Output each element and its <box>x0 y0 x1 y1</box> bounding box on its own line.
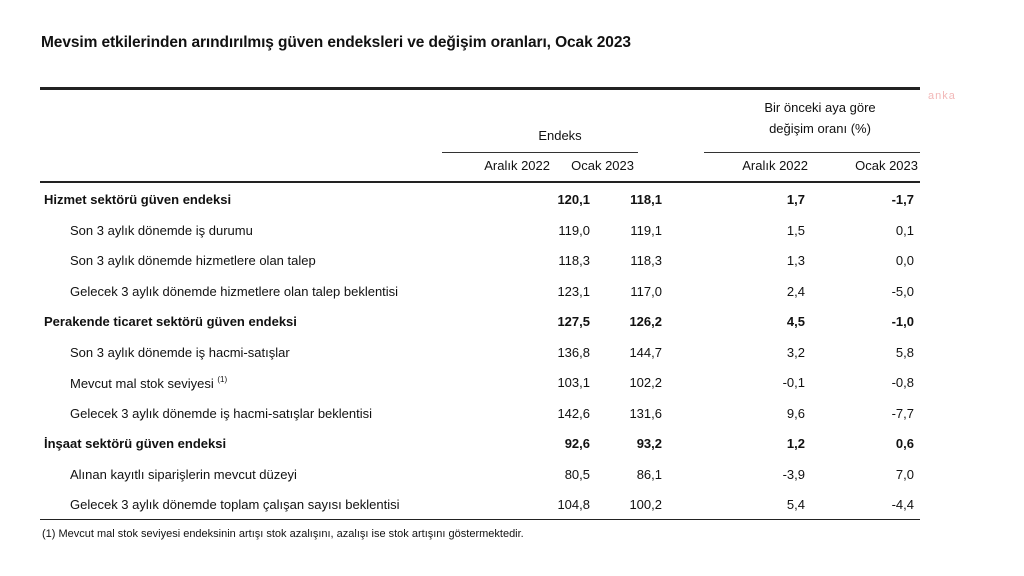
top-rule <box>40 87 920 90</box>
cell-jan2023-change: 0,6 <box>895 436 914 451</box>
row-label: Son 3 aylık dönemde iş hacmi-satışlar <box>70 344 290 360</box>
header-group-change-line1: Bir önceki aya göre <box>764 100 876 115</box>
table-row <box>40 185 920 216</box>
cell-dec2022-change: 9,6 <box>786 405 805 421</box>
header-group-change <box>720 97 920 139</box>
cell-jan2023-index: 100,2 <box>629 497 662 512</box>
bottom-rule <box>40 519 920 520</box>
cell-dec2022-index: 119,0 <box>558 222 590 238</box>
header-group-underline-change <box>704 152 920 153</box>
table-row <box>40 429 920 460</box>
row-label: Alınan kayıtlı siparişlerin mevcut düzeyi <box>70 466 297 482</box>
cell-jan2023-change: 0,0 <box>895 253 914 268</box>
header-group-change-line2: değişim oranı (%) <box>769 121 871 136</box>
cell-dec2022-index: 127,5 <box>557 314 590 329</box>
cell-dec2022-change: 3,2 <box>786 344 805 360</box>
cell-dec2022-change: 1,3 <box>786 253 805 268</box>
cell-dec2022-index: 123,1 <box>557 283 590 299</box>
cell-dec2022-index: 80,5 <box>564 466 590 482</box>
table-title: Mevsim etkilerinden arındırılmış güven endeksleri ve değişim oranları, Ocak 2023 <box>41 34 631 51</box>
cell-jan2023-change: -1,0 <box>891 314 914 329</box>
cell-jan2023-index: 118,1 <box>630 192 662 207</box>
cell-dec2022-change: -0,1 <box>782 375 805 390</box>
cell-jan2023-change: 0,1 <box>895 222 914 238</box>
header-rule <box>40 181 920 183</box>
cell-dec2022-change: -3,9 <box>782 466 805 482</box>
row-label: Son 3 aylık dönemde hizmetlere olan talep <box>70 253 316 268</box>
cell-jan2023-index: 144,7 <box>629 344 662 360</box>
cell-dec2022-index: 118,3 <box>558 253 590 268</box>
watermark-logo: anka <box>928 90 956 102</box>
footnote-marker: (1) <box>217 375 228 384</box>
table-row <box>40 307 920 338</box>
row-label <box>70 375 227 391</box>
cell-dec2022-change: 1,7 <box>786 192 805 207</box>
row-label: İnşaat sektörü güven endeksi <box>44 436 227 451</box>
table-row <box>40 460 920 491</box>
header-group-index: Endeks <box>538 128 582 143</box>
cell-dec2022-index: 104,8 <box>557 497 590 512</box>
cell-jan2023-change: 7,0 <box>895 466 914 482</box>
row-label: Son 3 aylık dönemde iş durumu <box>70 222 253 238</box>
cell-jan2023-change: -5,0 <box>891 283 914 299</box>
row-label: Gelecek 3 aylık dönemde hizmetlere olan talep beklentisi <box>70 283 399 299</box>
table-row <box>40 216 920 247</box>
table-row <box>40 490 920 521</box>
cell-dec2022-change: 2,4 <box>786 283 805 299</box>
cell-jan2023-index: 126,2 <box>629 314 662 329</box>
cell-jan2023-change: -1,7 <box>891 192 914 207</box>
table-body <box>40 185 920 521</box>
cell-dec2022-index: 103,1 <box>557 375 590 390</box>
cell-jan2023-index: 102,2 <box>629 375 662 390</box>
row-label: Gelecek 3 aylık dönemde iş hacmi-satışlar beklentisi <box>70 405 373 421</box>
header-col-jan2023-index: Ocak 2023 <box>571 158 634 173</box>
cell-jan2023-change: 5,8 <box>895 344 914 360</box>
cell-jan2023-index: 131,6 <box>629 405 662 421</box>
row-label: Perakende ticaret sektörü güven endeksi <box>44 314 297 329</box>
cell-jan2023-index: 86,1 <box>636 466 662 482</box>
cell-dec2022-change: 4,5 <box>786 314 805 329</box>
cell-dec2022-change: 1,5 <box>786 222 805 238</box>
cell-dec2022-index: 136,8 <box>557 344 590 360</box>
cell-dec2022-index: 92,6 <box>564 436 590 451</box>
table-row <box>40 399 920 430</box>
cell-dec2022-index: 120,1 <box>557 192 590 207</box>
row-label-text: Mevcut mal stok seviyesi <box>70 376 214 391</box>
table-row <box>40 368 920 399</box>
row-label: Gelecek 3 aylık dönemde toplam çalışan sayısı beklentisi <box>70 497 400 512</box>
cell-jan2023-index: 93,2 <box>636 436 662 451</box>
cell-jan2023-index: 117,0 <box>630 283 662 299</box>
table-row <box>40 246 920 277</box>
header-col-jan2023-change: Ocak 2023 <box>855 158 918 173</box>
cell-dec2022-change: 1,2 <box>786 436 805 451</box>
table-row <box>40 277 920 308</box>
footnote: (1) Mevcut mal stok seviyesi endeksinin artışı stok azalışını, azalışı ise stok artışını göstermektedir. <box>42 528 524 540</box>
cell-jan2023-index: 119,1 <box>630 222 662 238</box>
cell-jan2023-change: -0,8 <box>891 375 914 390</box>
header-group-underline-index <box>442 152 638 153</box>
header-col-dec2022-change: Aralık 2022 <box>742 158 808 173</box>
table-row <box>40 338 920 369</box>
cell-jan2023-change: -4,4 <box>891 497 914 512</box>
cell-dec2022-index: 142,6 <box>557 405 590 421</box>
header-col-dec2022-index: Aralık 2022 <box>484 158 550 173</box>
cell-jan2023-change: -7,7 <box>891 405 914 421</box>
row-label: Hizmet sektörü güven endeksi <box>44 192 232 207</box>
cell-jan2023-index: 118,3 <box>630 253 662 268</box>
cell-dec2022-change: 5,4 <box>786 497 805 512</box>
